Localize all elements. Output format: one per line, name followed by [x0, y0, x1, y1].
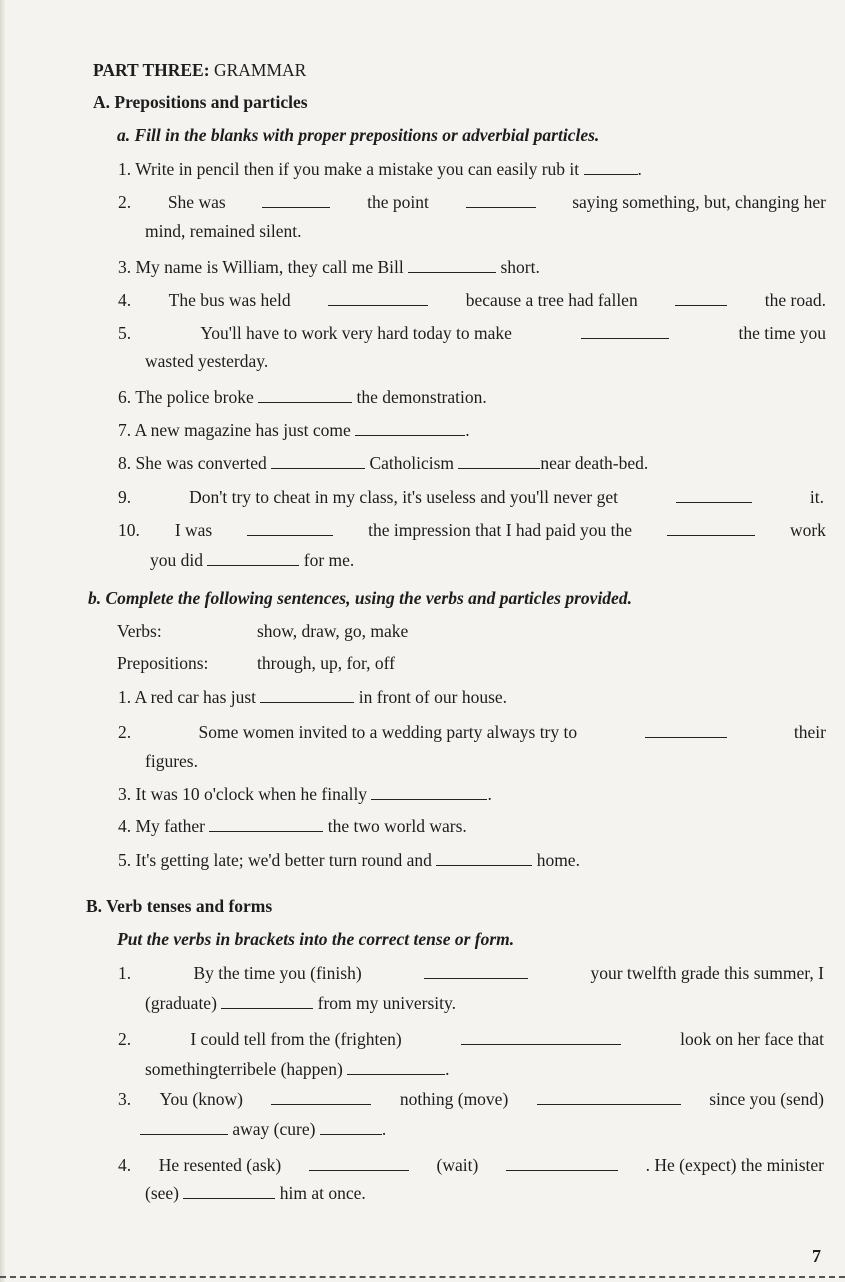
exercise-b-item-5 — [118, 849, 580, 871]
item-text: My father — [135, 816, 205, 836]
item-text: the impression that I had paid you the — [368, 520, 633, 540]
answer-blank[interactable] — [183, 1182, 275, 1199]
item-text: The bus was held — [168, 290, 291, 310]
answer-blank[interactable] — [221, 992, 313, 1009]
page-bottom-dashed-rule — [0, 1276, 845, 1278]
answer-blank[interactable] — [461, 1028, 621, 1045]
item-text: their — [793, 722, 826, 742]
exercise-b-item-2 — [118, 721, 826, 743]
item-number: 3. — [118, 1089, 132, 1109]
exercise-a-item-5-cont: wasted yesterday. — [145, 351, 269, 371]
answer-blank[interactable] — [675, 289, 727, 306]
exercise-a-item-2-cont: mind, remained silent. — [145, 221, 302, 241]
item-text: By the time you (finish) — [193, 963, 362, 983]
item-text: him at once. — [279, 1183, 366, 1203]
item-text: somethingterribele (happen) — [145, 1059, 343, 1079]
item-text: in front of our house. — [358, 687, 508, 707]
item-text: Some women invited to a wedding party always try to — [198, 722, 578, 742]
item-text: You'll have to work very hard today to make — [200, 323, 512, 343]
item-text: . — [381, 1119, 387, 1139]
item-text: saying something, but, changing her — [572, 192, 826, 212]
answer-blank[interactable] — [581, 322, 669, 339]
answer-blank[interactable] — [258, 386, 352, 403]
item-text: the road. — [764, 290, 826, 310]
item-number: 4. — [118, 290, 132, 310]
item-text: nothing (move) — [399, 1089, 509, 1109]
answer-blank[interactable] — [140, 1118, 228, 1135]
answer-blank[interactable] — [209, 815, 323, 832]
item-text: the time you — [738, 323, 826, 343]
part-title-bold: PART THREE: — [93, 60, 210, 80]
item-number: 1. — [118, 159, 132, 179]
item-text: (wait) — [436, 1155, 479, 1175]
sub-b-instruction: b. Complete the following sentences, using the verbs and particles provided. — [88, 588, 632, 608]
item-text: . — [445, 1059, 450, 1079]
exercise-a-item-10 — [118, 519, 826, 541]
item-number: 1. — [118, 687, 132, 707]
item-text: (graduate) — [145, 993, 217, 1013]
section-a-heading: A. Prepositions and particles — [93, 92, 308, 112]
item-number: 10. — [118, 520, 140, 540]
item-number: 2. — [118, 1029, 132, 1049]
exercise-c-item-2 — [118, 1028, 824, 1050]
answer-blank[interactable] — [436, 849, 532, 866]
answer-blank[interactable] — [537, 1088, 681, 1105]
part-title — [93, 59, 306, 81]
answer-blank[interactable] — [207, 549, 299, 566]
item-text: The police broke — [135, 387, 254, 407]
item-number: 3. — [118, 784, 132, 804]
answer-blank[interactable] — [320, 1118, 382, 1135]
prepositions-label: Prepositions: — [117, 653, 209, 673]
exercise-a-item-2 — [118, 191, 826, 213]
item-text: She was converted — [135, 453, 267, 473]
prepositions-list: through, up, for, off — [257, 653, 395, 673]
item-number: 4. — [118, 1155, 132, 1175]
item-text: for me. — [303, 550, 355, 570]
answer-blank[interactable] — [371, 783, 487, 800]
item-text: (see) — [145, 1183, 180, 1203]
exercise-b-item-1 — [118, 686, 507, 708]
item-text: the two world wars. — [327, 816, 467, 836]
item-text: Catholicism — [369, 453, 455, 473]
item-text: A red car has just — [134, 687, 257, 707]
item-text: She was — [167, 192, 226, 212]
item-number: 2. — [118, 192, 132, 212]
exercise-a-item-5 — [118, 322, 826, 344]
item-number: 1. — [118, 963, 132, 983]
item-number: 5. — [118, 323, 132, 343]
answer-blank[interactable] — [584, 158, 638, 175]
exercise-c-item-1-cont — [145, 992, 456, 1014]
item-text: short. — [500, 257, 540, 277]
exercise-a-item-1 — [118, 158, 642, 180]
item-text: . — [487, 784, 492, 804]
page-number: 7 — [812, 1246, 821, 1266]
item-text: It's getting late; we'd better turn round and — [135, 850, 432, 870]
item-text: the demonstration. — [356, 387, 487, 407]
item-text: Don't try to cheat in my class, it's useless and you'll never get — [189, 487, 618, 507]
item-text: . He (expect) the minister — [645, 1155, 824, 1175]
exercise-c-item-4-cont — [145, 1182, 366, 1204]
item-text: away (cure) — [232, 1119, 316, 1139]
answer-blank[interactable] — [355, 419, 465, 436]
exercise-c-item-2-cont — [145, 1058, 450, 1080]
item-number: 2. — [118, 722, 132, 742]
item-text: My name is William, they call me Bill — [135, 257, 404, 277]
answer-blank[interactable] — [408, 256, 496, 273]
answer-blank[interactable] — [667, 519, 755, 536]
answer-blank[interactable] — [676, 486, 752, 503]
exercise-a-item-6 — [118, 386, 487, 408]
answer-blank[interactable] — [458, 452, 540, 469]
item-text: . — [637, 159, 642, 179]
item-text: He resented (ask) — [158, 1155, 282, 1175]
exercise-a-item-9 — [118, 486, 824, 508]
answer-blank[interactable] — [309, 1154, 409, 1171]
section-b-heading: B. Verb tenses and forms — [86, 896, 273, 916]
exercise-a-item-10-cont — [150, 549, 354, 571]
exercise-a-item-8 — [118, 452, 648, 474]
answer-blank[interactable] — [260, 686, 354, 703]
answer-blank[interactable] — [347, 1058, 445, 1075]
exercise-a-item-7 — [118, 419, 470, 441]
item-number: 8. — [118, 453, 132, 473]
exercise-c-item-4 — [118, 1154, 824, 1176]
answer-blank[interactable] — [271, 1088, 371, 1105]
item-text: Write in pencil then if you make a mistake you can easily rub it — [135, 159, 580, 179]
item-text: your twelfth grade this summer, I — [590, 963, 824, 983]
item-number: 3. — [118, 257, 132, 277]
item-number: 9. — [118, 487, 132, 507]
answer-blank[interactable] — [247, 519, 333, 536]
item-text: work — [789, 520, 826, 540]
sub-a-instruction: a. Fill in the blanks with proper prepositions or adverbial particles. — [117, 125, 600, 145]
section-b-instruction: Put the verbs in brackets into the correct tense or form. — [117, 929, 515, 949]
item-number: 4. — [118, 816, 132, 836]
item-number: 7. — [118, 420, 132, 440]
exercise-c-item-1 — [118, 962, 824, 984]
answer-blank[interactable] — [271, 452, 365, 469]
exercise-a-item-4 — [118, 289, 826, 311]
item-text: It was 10 o'clock when he finally — [135, 784, 368, 804]
answer-blank[interactable] — [466, 191, 536, 208]
item-text: I could tell from the (frighten) — [190, 1029, 402, 1049]
item-text: because a tree had fallen — [465, 290, 638, 310]
exercise-a-item-3 — [118, 256, 540, 278]
page-edge-shadow — [0, 0, 6, 1282]
item-text: A new magazine has just come — [134, 420, 351, 440]
exercise-c-item-3-cont — [140, 1118, 386, 1140]
verbs-list: show, draw, go, make — [257, 621, 409, 641]
item-text: . — [465, 420, 470, 440]
item-text: from my university. — [317, 993, 457, 1013]
item-text: you did — [150, 550, 203, 570]
exercise-c-item-3 — [118, 1088, 824, 1110]
answer-blank[interactable] — [262, 191, 330, 208]
item-text: look on her face that — [680, 1029, 824, 1049]
item-text: I was — [174, 520, 213, 540]
item-text: home. — [536, 850, 580, 870]
answer-blank[interactable] — [424, 962, 528, 979]
item-text: You (know) — [159, 1089, 243, 1109]
answer-blank[interactable] — [645, 721, 727, 738]
part-title-rest: GRAMMAR — [209, 60, 307, 80]
item-text: since you (send) — [709, 1089, 824, 1109]
item-text: the point — [367, 192, 429, 212]
exercise-b-item-3 — [118, 783, 492, 805]
item-text: it. — [809, 487, 824, 507]
exercise-b-item-4 — [118, 815, 467, 837]
answer-blank[interactable] — [506, 1154, 618, 1171]
item-number: 5. — [118, 850, 132, 870]
answer-blank[interactable] — [328, 289, 428, 306]
verbs-label: Verbs: — [117, 621, 162, 641]
item-number: 6. — [118, 387, 132, 407]
item-text: near death-bed. — [540, 453, 649, 473]
exercise-b-item-2-cont: figures. — [145, 751, 198, 771]
